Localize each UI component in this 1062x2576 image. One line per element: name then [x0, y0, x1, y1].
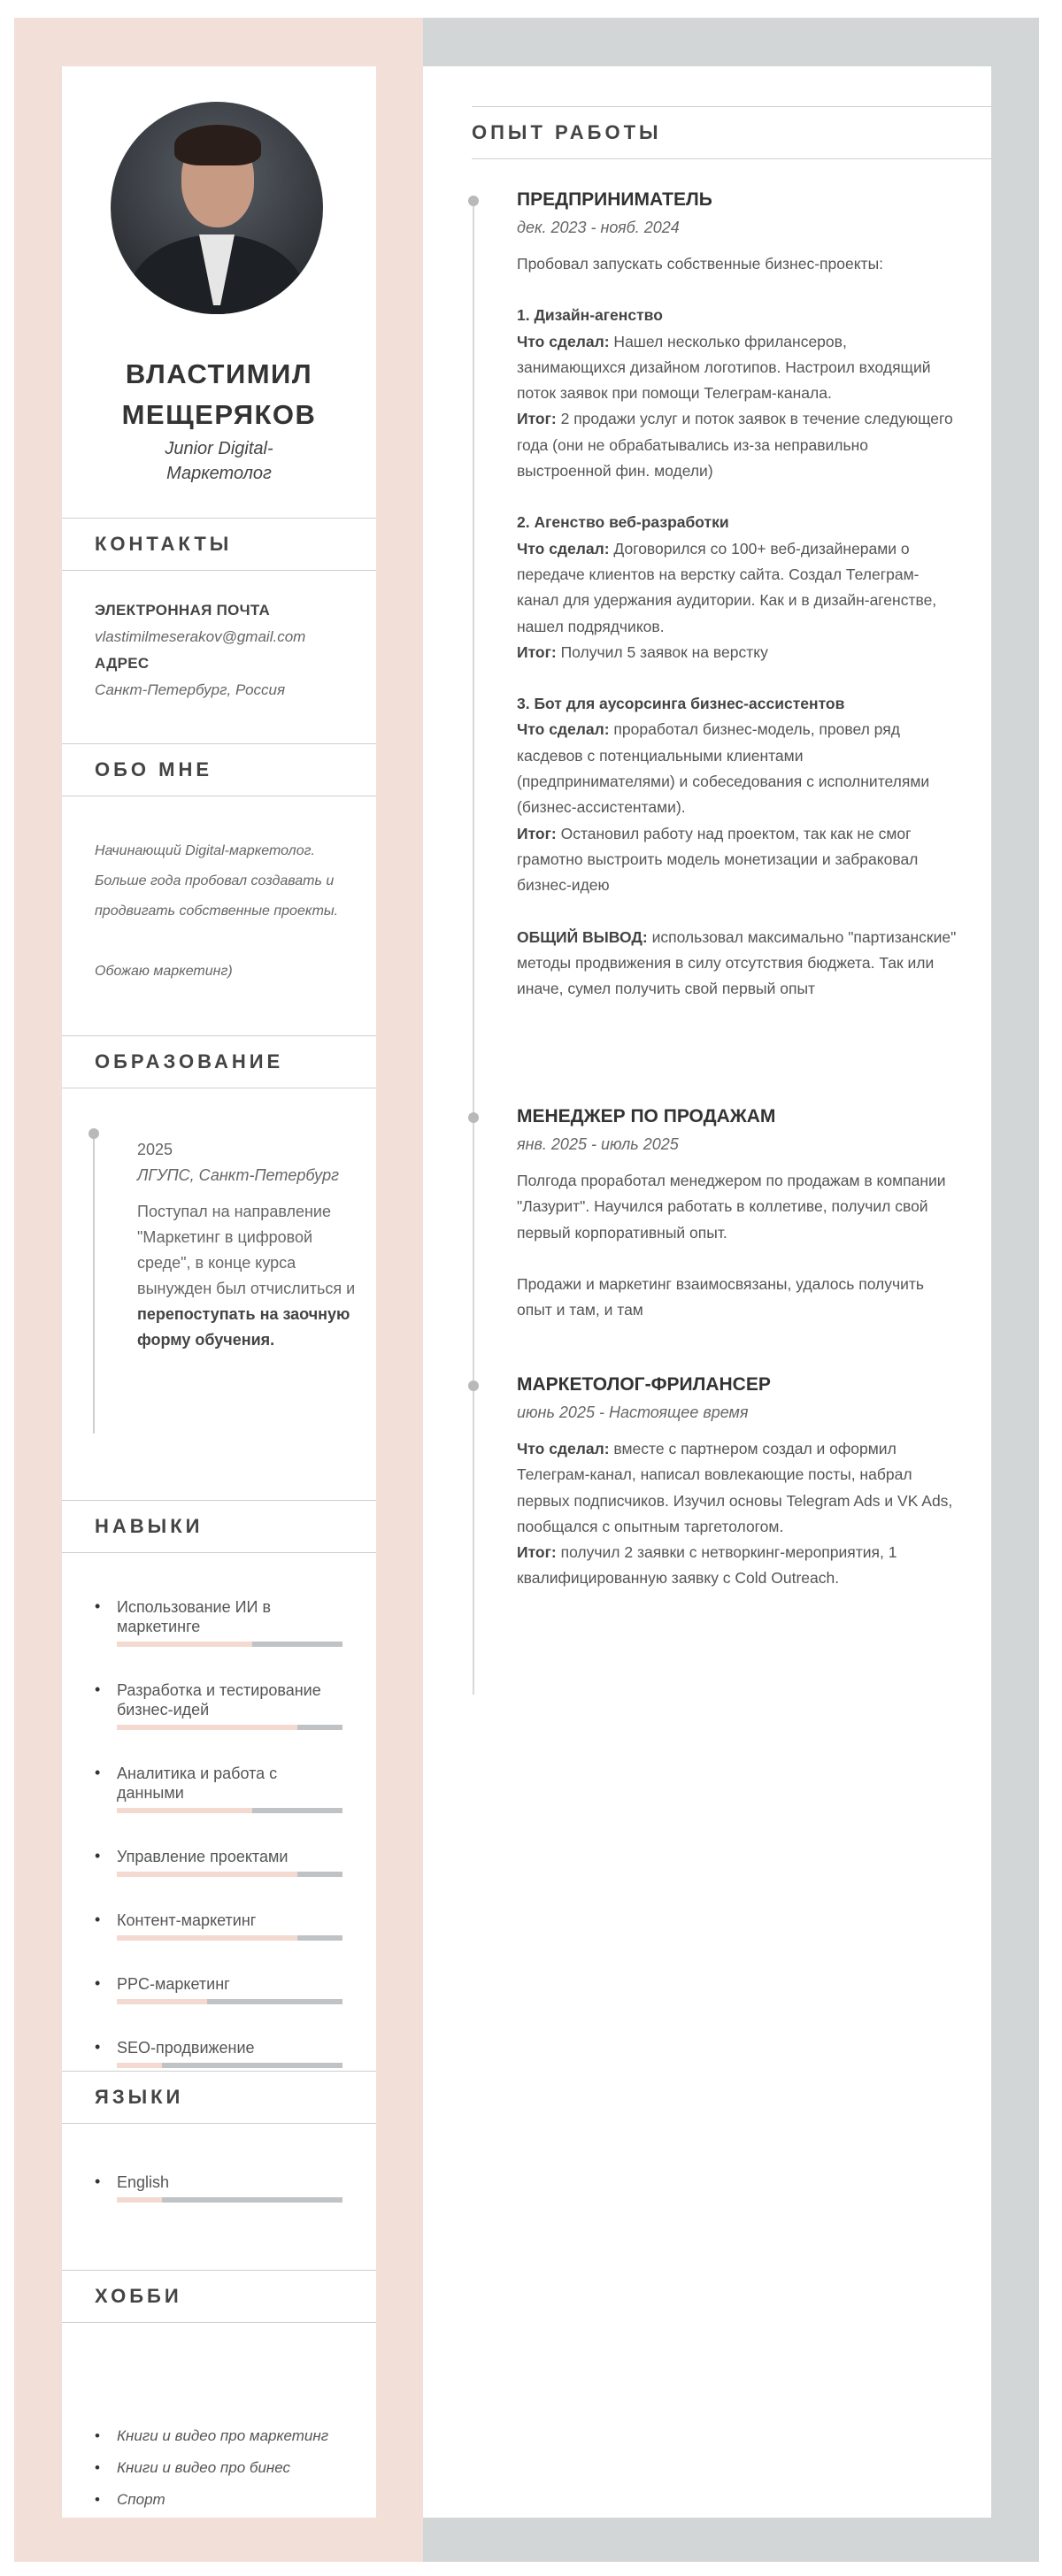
experience-heading: ОПЫТ РАБОТЫ	[472, 106, 991, 159]
skill-level-bar	[117, 1725, 342, 1730]
language-name: • English	[117, 2173, 170, 2191]
hobby-item: • Книги и видео про бинес	[62, 2452, 376, 2484]
skill-level-bar	[117, 1808, 342, 1813]
contacts-heading: КОНТАКТЫ	[62, 518, 376, 571]
person-name: ВЛАСТИМИЛ МЕЩЕРЯКОВ	[121, 358, 317, 430]
about-text: Начинающий Digital-маркетолог. Больше года пробовал создавать и продвигать собственные проекты. Обожаю маркетинг)	[95, 843, 339, 979]
languages-list	[62, 2172, 376, 2220]
skill-name: • Использование ИИ в маркетинге	[117, 1598, 272, 1635]
skills-heading: НАВЫКИ	[62, 1500, 376, 1553]
skill-level-bar	[117, 1935, 342, 1941]
job-description: Полгода проработал менеджером по продажам в компании "Лазурит". Научился работать в коллетиве, получил свой первый корпоративный опыт. Продажи и маркетинг взаимосвязаны, удалось получить опыт и там, и там	[517, 1172, 946, 1319]
skill-level-bar	[117, 1999, 342, 2004]
education-heading: ОБРАЗОВАНИЕ	[62, 1035, 376, 1088]
job-description: Пробовал запускать собственные бизнес-проекты: 1. Дизайн-агенство Что сделал: Нашел несколько фрилансеров, занимающихся дизайном логотипов. Настроил входящий поток заявок при помощи Телеграм-канала. Итог: 2 продажи услуг и поток заявок в течение следующего года (они не обрабатывались из-за неправильно выстроенной фин. модели) 2. Агенство веб-разработки Что сделал: Договорился со 100+ веб-дизайнерами о передаче клиентов на верстку сайта. Создал Телеграм-канал для удержания аудитории. Как и в дизайн-агенстве, нашел подрядчиков. Итог: Получил 5 заявок на верстку 3. Бот для аусорсинга бизнес-ассистентов Что сделал: проработал бизнес-модель, провел ряд касдевов с потенциальными клиентами (предпринимателями) и собеседования с исполнителями (бизнес-ассистентами). Итог: Остановил работу над проектом, так как не смог грамотно выстроить модель монетизации и забраковал бизнес-идею ОБЩИЙ ВЫВОД: использовал максимально "партизанские" методы продвижения в силу отсутствия бюджета. Так или иначе, сумел получить свой первый опыт	[517, 255, 957, 998]
job-entry-2	[517, 1104, 959, 1323]
skill-level-fill	[117, 2063, 162, 2068]
skill-name: • Контент-маркетинг	[117, 1911, 257, 1929]
skill-level-bar	[117, 2063, 342, 2068]
language-item	[62, 2172, 376, 2203]
hobbies-heading: ХОББИ	[62, 2270, 376, 2323]
skill-level-fill	[117, 1935, 297, 1941]
skill-level-bar	[117, 1872, 342, 1877]
skill-item	[62, 1847, 376, 1877]
skill-item	[62, 2038, 376, 2068]
job-date: дек. 2023 - нояб. 2024	[517, 219, 680, 236]
skill-level-fill	[117, 1872, 297, 1877]
address-value: Санкт-Петербург, Россия	[95, 681, 286, 698]
skill-item	[62, 1680, 376, 1730]
skill-level-fill	[117, 1808, 252, 1813]
timeline-dot-job-2	[468, 1112, 479, 1123]
skill-level-fill	[117, 1725, 297, 1730]
profile-photo	[111, 102, 323, 314]
job-title: ПРЕДПРИНИМАТЕЛЬ	[517, 189, 712, 210]
skill-name: • PPC-маркетинг	[117, 1975, 230, 1993]
job-date: янв. 2025 - июль 2025	[517, 1135, 679, 1153]
language-level-bar	[117, 2197, 342, 2203]
language-level-fill	[117, 2197, 162, 2203]
skill-level-fill	[117, 1642, 252, 1647]
sidebar	[62, 66, 376, 2518]
skill-level-bar	[117, 1642, 342, 1647]
education-entry: 2025 ЛГУПС, Санкт-Петербург Поступал на направление "Маркетинг в цифровой среде", в конце курса вынужден был отчислиться и перепоступать на заочную форму обучения.	[137, 1141, 356, 1349]
skill-item	[62, 1597, 376, 1647]
hobbies-list	[62, 2420, 376, 2516]
address-label: АДРЕС	[95, 655, 150, 672]
skill-item	[62, 1764, 376, 1813]
person-role: Junior Digital- Маркетолог	[165, 439, 273, 483]
job-description: Что сделал: вместе с партнером создал и оформил Телеграм-канал, написал вовлекающие посты, набрал первых подписчиков. Изучил основы Telegram Ads и VK Ads, пообщался с опытным таргетологом. Итог: получил 2 заявки с нетворкинг-мероприятия, 1 квалифицированную заявку с Cold Outreach.	[517, 1440, 953, 1588]
timeline-dot-job-3	[468, 1380, 479, 1391]
skill-name: • Аналитика и работа с данными	[117, 1765, 278, 1802]
skill-name: • SEO-продвижение	[117, 2039, 255, 2057]
main-content	[423, 66, 991, 2518]
hobby-item: • Спорт	[62, 2484, 376, 2516]
about-heading: ОБО МНЕ	[62, 743, 376, 796]
skill-name: • Разработка и тестирование бизнес-идей	[117, 1681, 321, 1719]
email-label: ЭЛЕКТРОННАЯ ПОЧТА	[95, 602, 271, 619]
education-timeline-line	[93, 1133, 95, 1434]
skills-list	[62, 1597, 376, 2102]
skill-item	[62, 1911, 376, 1941]
job-title: МЕНЕДЖЕР ПО ПРОДАЖАМ	[517, 1106, 776, 1127]
timeline-dot-job-1	[468, 196, 479, 206]
job-title: МАРКЕТОЛОГ-ФРИЛАНСЕР	[517, 1374, 771, 1395]
email-value: vlastimilmeserakov@gmail.com	[95, 628, 306, 645]
skill-level-fill	[117, 1999, 207, 2004]
skill-name: • Управление проектами	[117, 1848, 289, 1865]
education-timeline-dot	[88, 1128, 99, 1139]
hobby-item: • Книги и видео про маркетинг	[62, 2420, 376, 2452]
job-entry-1	[517, 188, 959, 1002]
job-entry-3	[517, 1373, 959, 1592]
skill-item	[62, 1974, 376, 2004]
experience-timeline-line	[473, 199, 474, 1695]
job-date: июнь 2025 - Настоящее время	[517, 1403, 749, 1421]
languages-heading: ЯЗЫКИ	[62, 2071, 376, 2124]
